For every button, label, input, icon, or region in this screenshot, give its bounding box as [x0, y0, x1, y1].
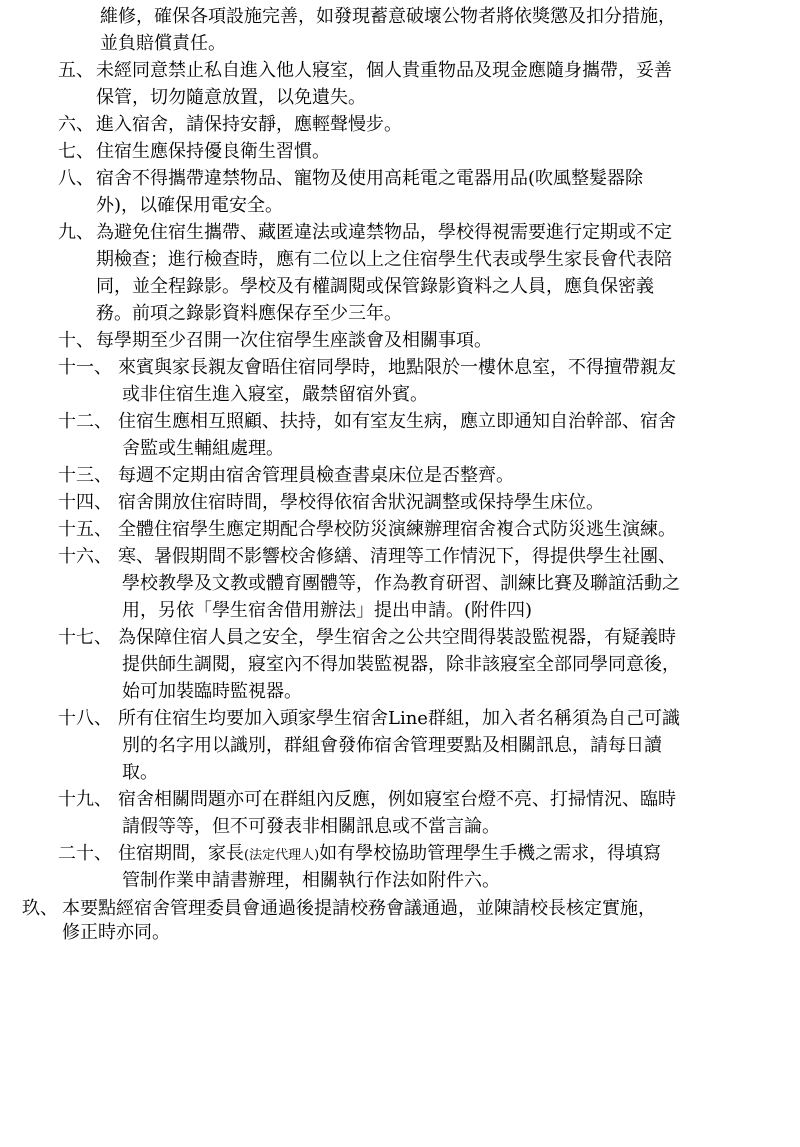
text-line: 或非住宿生進入寢室，嚴禁留宿外賓。: [122, 384, 428, 405]
text-line: 取。: [122, 762, 158, 783]
text-line: 每學期至少召開一次住宿學生座談會及相關事項。: [96, 330, 492, 351]
text-line: 期檢查；進行檢查時，應有二位以上之住宿學生代表或學生家長會代表陪: [96, 249, 672, 270]
text-line: 宿舍開放住宿時間，學校得依宿舍狀況調整或保持學生床位。: [118, 492, 604, 513]
text-line: 為保障住宿人員之安全，學生宿舍之公共空間得裝設監視器，有疑義時: [118, 627, 676, 648]
list-item-13: [58, 462, 514, 489]
item-number: 五、: [58, 60, 94, 81]
list-item-16: [58, 543, 680, 624]
section-9: [22, 897, 656, 945]
section-number: 玖、: [22, 898, 58, 919]
item-number: 十二、: [58, 411, 112, 432]
text-line: 住宿生應相互照顧、扶持，如有室友生病，應立即通知自治幹部、宿舍: [118, 411, 676, 432]
item-number: 十四、: [58, 492, 112, 513]
text-segment-small: (法定代理人): [244, 848, 320, 863]
item-number: 九、: [58, 222, 94, 243]
list-item-6: [58, 111, 402, 138]
text-line: 學校教學及文教或體育團體等，作為教育研習、訓練比賽及聯誼活動之: [122, 573, 680, 594]
text-line: 修正時亦同。: [62, 922, 170, 943]
item-number: 六、: [58, 114, 94, 135]
text-line: 本要點經宿舍管理委員會通過後提請校務會議通過，並陳請校長核定實施，: [62, 898, 656, 919]
item-number: 十九、: [58, 789, 112, 810]
text-line: 寒、暑假期間不影響校舍修繕、清理等工作情況下，得提供學生社團、: [118, 546, 676, 567]
list-item-8: [58, 165, 643, 219]
text-line: 維修，確保各項設施完善，如發現蓄意破壞公物者將依獎懲及扣分措施，: [100, 6, 676, 27]
text-line: 同，並全程錄影。學校及有權調閱或保管錄影資料之人員，應負保密義: [96, 276, 654, 297]
text-line: 宿舍相關問題亦可在群組內反應，例如寢室台燈不亮、打掃情況、臨時: [118, 789, 676, 810]
list-item-17: [58, 624, 680, 705]
list-item-18: [58, 705, 680, 786]
text-line: 住宿生應保持優良衛生習慣。: [96, 141, 330, 162]
list-item-12: [58, 408, 676, 462]
item-number: 十一、: [58, 357, 112, 378]
text-line: 管制作業申請書辦理，相關執行作法如附件六。: [122, 870, 500, 891]
text-segment: 如有學校協助管理學生手機之需求，得填寫: [319, 843, 662, 864]
list-item-5: [58, 57, 672, 111]
text-segment: 住宿期間，家長: [118, 843, 244, 864]
list-item-9: [58, 219, 672, 327]
text-line: 未經同意禁止私自進入他人寢室，個人貴重物品及現金應隨身攜帶，妥善: [96, 60, 672, 81]
text-line: 為避免住宿生攜帶、藏匿違法或違禁物品，學校得視需要進行定期或不定: [96, 222, 672, 243]
item-number: 十五、: [58, 519, 112, 540]
text-line: 每週不定期由宿舍管理員檢查書桌床位是否整齊。: [118, 465, 514, 486]
text-line: 所有住宿生均要加入頭家學生宿舍Line群組，加入者名稱須為自己可識: [118, 708, 680, 729]
list-item-19: [58, 786, 676, 840]
item-number: 十七、: [58, 627, 112, 648]
text-line: 保管，切勿隨意放置，以免遺失。: [96, 87, 366, 108]
text-line: 全體住宿學生應定期配合學校防災演練辦理宿舍複合式防災逃生演練。: [118, 519, 676, 540]
text-line: 務。前項之錄影資料應保存至少三年。: [96, 303, 402, 324]
item-number: 八、: [58, 168, 94, 189]
text-line: 提供師生調閱，寢室內不得加裝監視器，除非該寢室全部同學同意後，: [122, 654, 680, 675]
list-item-11: [58, 354, 676, 408]
text-line: 用，另依「學生宿舍借用辦法」提出申請。(附件四): [122, 600, 533, 621]
item-number: 十三、: [58, 465, 112, 486]
item-number: 二十、: [58, 843, 112, 864]
text-line: 請假等等，但不可發表非相關訊息或不當言論。: [122, 816, 500, 837]
list-item-7: [58, 138, 330, 165]
list-item-continuation: [100, 3, 676, 57]
item-number: 十六、: [58, 546, 112, 567]
text-line: 來賓與家長親友會晤住宿同學時，地點限於一樓休息室，不得擅帶親友: [118, 357, 676, 378]
text-line: 始可加裝臨時監視器。: [122, 681, 302, 702]
item-number: 十八、: [58, 708, 112, 729]
item-number: 十、: [58, 330, 94, 351]
list-item-20: [58, 840, 661, 894]
item-number: 七、: [58, 141, 94, 162]
list-item-10: [58, 327, 492, 354]
text-line: 進入宿舍，請保持安靜，應輕聲慢步。: [96, 114, 402, 135]
text-line: 並負賠償責任。: [100, 33, 226, 54]
text-line: 別的名字用以識別，群組會發佈宿舍管理要點及相關訊息，請每日讀: [122, 735, 662, 756]
text-line: 宿舍不得攜帶違禁物品、寵物及使用高耗電之電器用品(吹風整髮器除: [96, 168, 644, 189]
list-item-14: [58, 489, 604, 516]
list-item-15: [58, 516, 676, 543]
text-line: 舍監或生輔組處理。: [122, 438, 284, 459]
text-line: 外)，以確保用電安全。: [96, 195, 284, 216]
